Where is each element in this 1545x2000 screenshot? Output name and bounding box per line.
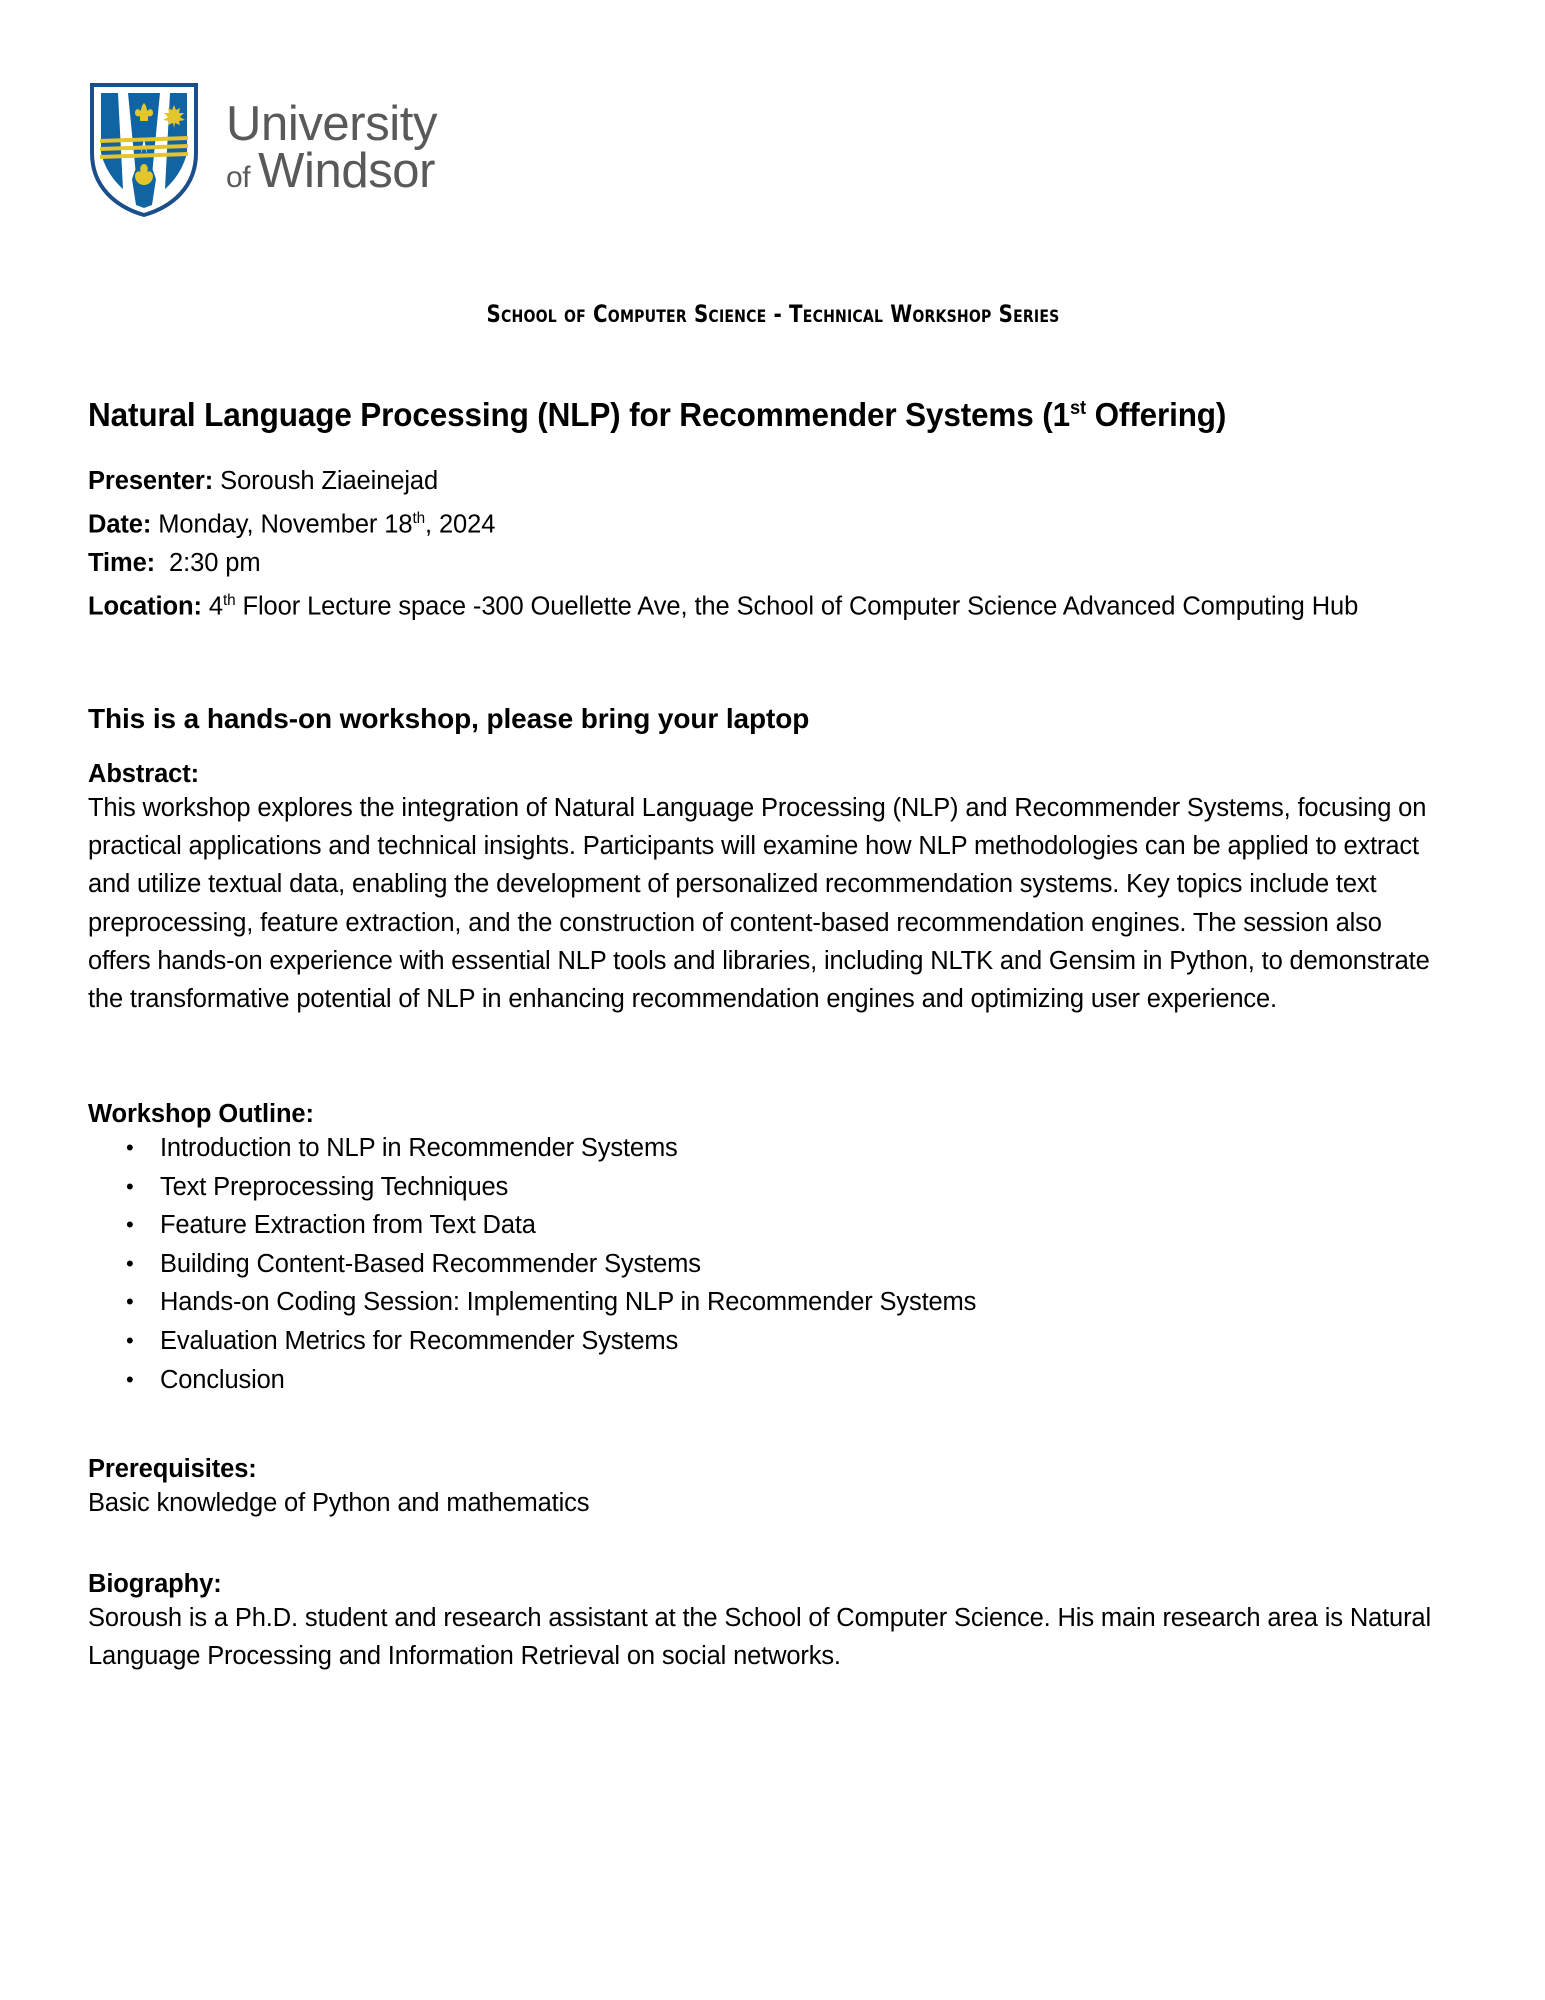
logo-line-university: University <box>226 96 438 151</box>
list-item <box>88 1322 976 1361</box>
abstract-heading: Abstract: <box>88 760 200 788</box>
presenter-value: Soroush Ziaeinejad <box>220 467 439 495</box>
uwindsor-shield-icon <box>88 79 200 217</box>
list-item <box>88 1129 976 1168</box>
detail-presenter <box>88 462 1428 500</box>
list-item <box>88 1361 976 1400</box>
detail-location <box>88 582 1428 626</box>
location-value-floor: 4 <box>208 592 223 620</box>
abstract-section <box>88 760 1448 1018</box>
page-title <box>88 397 1376 435</box>
workshop-outline-section <box>88 1100 976 1399</box>
logo-word-of: of <box>226 161 259 194</box>
biography-text: Soroush is a Ph.D. student and research assistant at the School of Computer Science. His main research area is Natural Language Processing and Information Retrieval on social networks. <box>88 1604 1431 1671</box>
list-item-label: Conclusion <box>160 1365 285 1394</box>
location-label: Location: <box>88 592 202 620</box>
list-item-label: Building Content-Based Recommender Systems <box>160 1249 701 1278</box>
prerequisites-heading: Prerequisites: <box>88 1455 257 1483</box>
outline-heading: Workshop Outline: <box>88 1100 314 1128</box>
list-item-label: Text Preprocessing Techniques <box>160 1172 509 1201</box>
list-item <box>88 1206 976 1245</box>
bullet-icon: • <box>126 1327 134 1353</box>
list-item-label: Feature Extraction from Text Data <box>160 1211 536 1240</box>
title-main: Natural Language Processing (NLP) for Recommender Systems (1 <box>88 397 1070 435</box>
bullet-icon: • <box>126 1135 134 1160</box>
prerequisites-section <box>88 1455 1448 1522</box>
list-item-label: Evaluation Metrics for Recommender Systems <box>160 1326 679 1355</box>
bullet-icon: • <box>126 1366 134 1392</box>
presenter-label: Presenter: <box>88 467 214 495</box>
logo-line-of-windsor <box>226 144 437 198</box>
list-item <box>88 1168 976 1207</box>
date-ordinal-suffix: th <box>412 510 425 527</box>
biography-section <box>88 1570 1448 1675</box>
event-details <box>88 462 1428 625</box>
date-value: Monday, November 18 <box>158 510 413 539</box>
time-label: Time: <box>88 548 156 577</box>
title-tail: Offering) <box>1085 397 1227 435</box>
date-label: Date: <box>88 510 152 539</box>
list-item-label: Introduction to NLP in Recommender Systems <box>160 1134 678 1162</box>
date-value-year: , 2024 <box>425 510 496 539</box>
biography-heading: Biography: <box>88 1570 222 1598</box>
location-ordinal-suffix: th <box>222 591 236 609</box>
time-value: 2:30 pm <box>169 548 261 577</box>
logo-wordmark <box>226 96 438 198</box>
title-ordinal-suffix: st <box>1069 397 1086 420</box>
outline-list <box>88 1129 976 1399</box>
list-item <box>88 1283 976 1322</box>
bullet-icon: • <box>126 1289 134 1315</box>
university-logo <box>88 78 437 218</box>
list-item-label: Hands-on Coding Session: Implementing NLP in Recommender Systems <box>160 1288 977 1317</box>
prerequisites-text: Basic knowledge of Python and mathematics <box>88 1489 590 1517</box>
list-item <box>88 1245 976 1284</box>
detail-time <box>88 544 1428 582</box>
bullet-icon: • <box>126 1212 134 1238</box>
workshop-series-header: School of Computer Science - Technical Workshop Series <box>486 300 1060 328</box>
abstract-text: This workshop explores the integration of Natural Language Processing (NLP) and Recommender Systems, focusing on practical applications and technical insights. Participants will examine how NLP methodologies can be applied to extract and utilize textual data, enabling the development of personalized recommendation systems. Key topics include text preprocessing, feature extraction, and the construction of content-based recommendation engines. The session also offers hands-on experience with essential NLP tools and libraries, including NLTK and Gensim in Python, to demonstrate the transformative potential of NLP in enhancing recommendation engines and optimizing user experience. <box>88 794 1430 1014</box>
bullet-icon: • <box>126 1250 134 1276</box>
location-value: Floor Lecture space -300 Ouellette Ave, the School of Computer Science Advanced Computing Hub <box>235 592 1359 620</box>
hands-on-notice: This is a hands-on workshop, please bring your laptop <box>88 703 810 735</box>
detail-date <box>88 500 1428 544</box>
logo-word-windsor: Windsor <box>258 144 436 198</box>
bullet-icon: • <box>126 1173 134 1199</box>
